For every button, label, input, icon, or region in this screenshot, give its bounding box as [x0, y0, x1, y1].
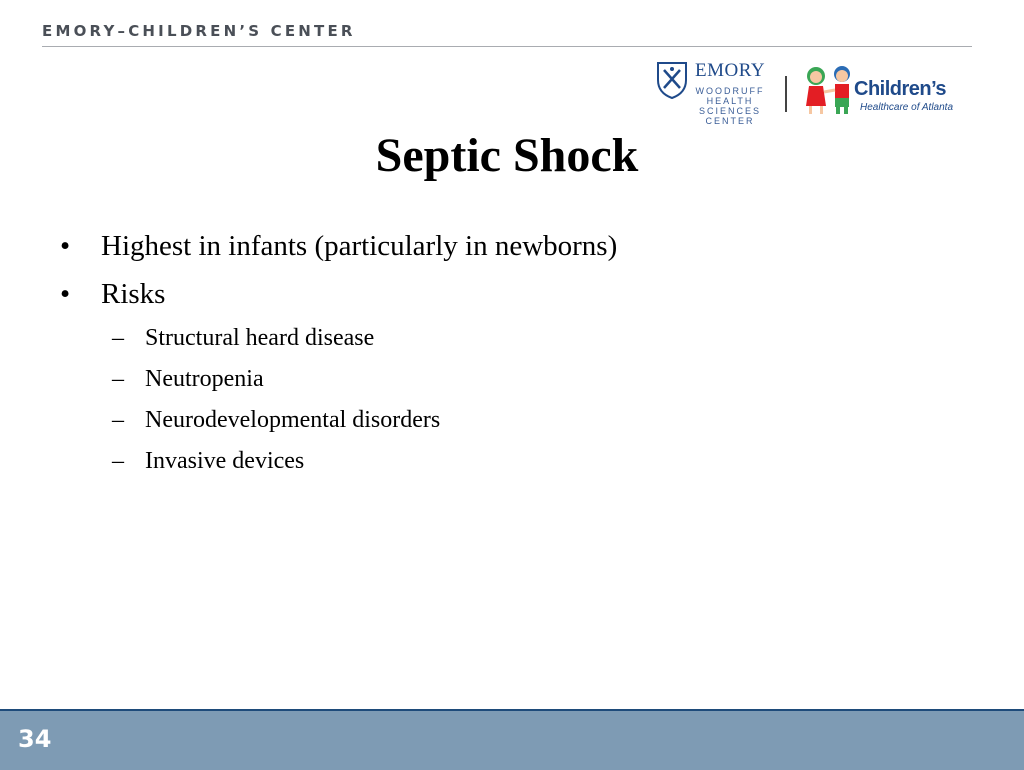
emory-sub-line: SCIENCES: [698, 106, 761, 116]
emory-sub-line: CENTER: [705, 116, 755, 126]
dash-icon: –: [112, 448, 124, 474]
dash-icon: –: [112, 325, 124, 351]
bullet-text: Highest in infants (particularly in newborns): [101, 230, 618, 262]
sub-bullet-item: [60, 318, 960, 359]
bullet-list: [60, 222, 960, 482]
bullet-text: Risks: [101, 278, 166, 310]
sub-bullet-text: Structural heard disease: [145, 325, 375, 351]
bullet-item: [60, 222, 960, 270]
emory-shield-icon: [655, 60, 689, 100]
emory-logo: [655, 58, 770, 134]
childrens-healthcare-logo: [800, 62, 975, 122]
childrens-wordmark: Children’s: [854, 78, 947, 100]
sub-bullet-text: Neurodevelopmental disorders: [145, 407, 441, 433]
sub-bullet-item: [60, 400, 960, 441]
page-number: 34: [18, 725, 52, 753]
kids-figures-icon: [800, 62, 858, 116]
sub-bullet-item: [60, 441, 960, 482]
dash-icon: –: [112, 366, 124, 392]
emory-sub-line: HEALTH: [706, 96, 754, 106]
emory-subtitle: [695, 86, 765, 126]
bullet-dot-icon: •: [60, 230, 71, 262]
organization-header: EMORY–CHILDREN’S CENTER: [42, 22, 356, 40]
childrens-subtitle: Healthcare of Atlanta: [860, 102, 954, 113]
bullet-dot-icon: •: [60, 278, 71, 310]
logo-divider: [785, 76, 787, 112]
emory-wordmark: EMORY: [695, 60, 766, 81]
emory-sub-line: WOODRUFF: [695, 86, 765, 96]
sub-bullet-text: Invasive devices: [145, 448, 305, 474]
header-divider: [42, 46, 972, 47]
sub-bullet-item: [60, 359, 960, 400]
dash-icon: –: [112, 407, 124, 433]
bullet-item: [60, 270, 960, 318]
sub-bullet-text: Neutropenia: [145, 366, 264, 392]
slide-title: Septic Shock: [375, 129, 639, 182]
footer-bar: [0, 709, 1024, 770]
logo-area: [655, 58, 975, 138]
